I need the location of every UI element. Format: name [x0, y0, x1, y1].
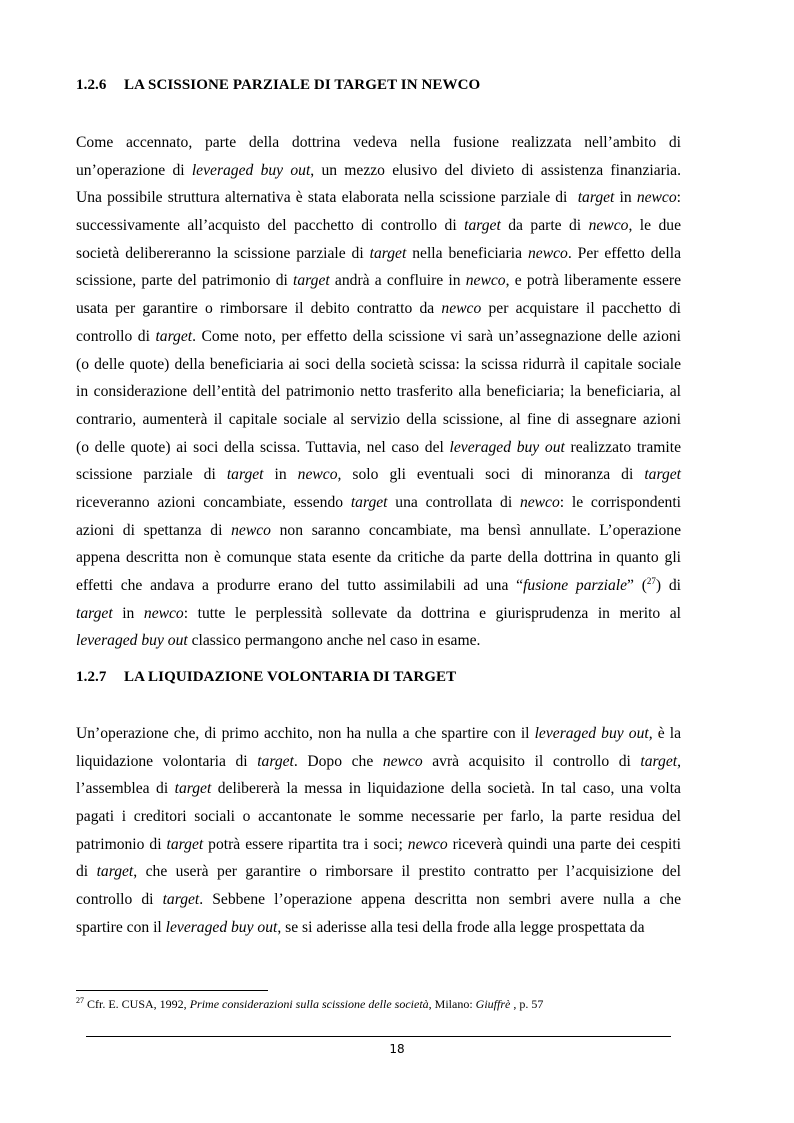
- italic-text: target: [162, 891, 200, 909]
- text-line: [76, 378, 681, 406]
- text-run: per acquistare il pacchetto di: [481, 300, 681, 318]
- text-line: [76, 406, 681, 434]
- italic-text: target: [76, 604, 113, 622]
- text-run: : tutte le perplessità sollevate da dottrina e giurisprudenza in merito al: [183, 604, 681, 622]
- text-run: . Come noto, per effetto della scissione vi sarà un’assegnazione delle azioni: [192, 327, 681, 345]
- text-line: [76, 517, 681, 545]
- text-line: [76, 858, 681, 886]
- italic-text: Giuffrè: [475, 997, 511, 1011]
- text-line: [76, 748, 681, 776]
- text-run: appena descritta non è comunque stata esente da critiche da parte della dottrina in quanto gli: [76, 549, 681, 567]
- text-run: in considerazione dell’entità del patrimonio netto trasferito alla beneficiaria; la beneficiaria, al: [76, 383, 681, 401]
- text-run: classico permangono anche nel caso in esame.: [187, 632, 481, 650]
- text-run: , che userà per garantire o rimborsare il prestito contratto per l’acquisizione del: [133, 863, 681, 881]
- text-run: avrà acquisito il controllo di: [422, 752, 641, 770]
- text-run: Un’operazione che, di primo acchito, non ha nulla a che spartire con il: [76, 725, 535, 742]
- text-run: solo gli eventuali soci di minoranza di: [341, 466, 645, 484]
- text-run: in: [263, 466, 298, 484]
- text-run: riceveranno azioni concambiate, essendo: [76, 493, 351, 511]
- text-run: scissione, parte del patrimonio di: [76, 272, 294, 290]
- text-line: [76, 803, 681, 831]
- text-run: azioni di spettanza di: [76, 521, 232, 539]
- text-line: [76, 129, 681, 157]
- italic-text: target: [369, 244, 407, 262]
- text-run: una controllata di: [387, 493, 520, 511]
- text-line: [76, 157, 681, 185]
- text-run: . Sebbene l’operazione appena descritta non sembri avere nulla a che: [199, 891, 681, 909]
- italic-text: newco: [527, 244, 568, 262]
- italic-text: newco: [143, 604, 184, 622]
- text-line: [76, 831, 681, 859]
- text-run: , se si aderisse alla tesi della frode alla legge prospettata da: [277, 918, 645, 936]
- italic-text: target: [577, 189, 615, 207]
- text-run: Una possibile struttura alternativa è stata elaborata nella scissione parziale di: [76, 189, 578, 207]
- footnote: [76, 997, 543, 1012]
- italic-text: target: [226, 466, 264, 484]
- text-run: società delibereranno la scissione parziale di: [76, 244, 370, 262]
- text-run: effetti che andava a produrre erano del tutto assimilabili ad una “: [76, 577, 524, 594]
- text-run: : le corrispondenti: [559, 493, 681, 511]
- italic-text: leveraged buy out: [165, 918, 278, 936]
- italic-text: leveraged buy out: [449, 438, 565, 456]
- italic-text: newco: [407, 835, 448, 853]
- text-line: [76, 240, 681, 268]
- italic-text: target: [155, 327, 193, 345]
- text-line: [76, 461, 681, 489]
- text-run: controllo di: [76, 891, 163, 909]
- text-run: riceverà quindi una parte dei cespiti: [447, 835, 681, 853]
- text-run: usata per garantire o rimborsare il debito contratto da: [76, 300, 442, 318]
- text-run: non saranno concambiate, ma bensì annullate. L’operazione: [270, 521, 681, 539]
- italic-text: target: [174, 780, 212, 798]
- text-run: controllo di: [76, 327, 156, 345]
- footnote-separator: [76, 990, 268, 991]
- italic-text: newco: [441, 300, 482, 318]
- text-run: :: [676, 189, 681, 207]
- text-run: nella beneficiaria: [406, 244, 528, 262]
- text-run: patrimonio di: [76, 835, 167, 853]
- text-run: realizzato tramite: [564, 438, 681, 456]
- text-run: scissione parziale di: [76, 466, 227, 484]
- text-line: [76, 434, 681, 462]
- italic-text: newco: [519, 493, 560, 511]
- text-run: ” (: [627, 577, 647, 594]
- paragraph-liquidazione: [76, 720, 681, 942]
- text-run: Cfr. E. CUSA, 1992,: [84, 997, 190, 1011]
- italic-text: fusione parziale: [523, 577, 628, 594]
- paragraph-scissione: [76, 129, 681, 655]
- text-line: [76, 914, 681, 942]
- text-line: [76, 295, 681, 323]
- footer-rule: [86, 1036, 671, 1037]
- text-line: [76, 600, 681, 628]
- text-run: andrà a confluire in: [329, 272, 466, 290]
- text-run: in: [112, 604, 144, 622]
- footnote-ref: 27: [76, 996, 84, 1005]
- text-run: l’assemblea di: [76, 780, 175, 798]
- italic-text: newco,: [297, 466, 342, 484]
- section-heading-1-2-7: [76, 669, 456, 686]
- text-run: . Per effetto della: [567, 244, 682, 262]
- text-line: [76, 267, 681, 295]
- text-run: in: [614, 189, 637, 207]
- text-line: [76, 775, 681, 803]
- italic-text: target: [464, 217, 501, 235]
- italic-text: target: [96, 863, 134, 881]
- italic-text: target: [644, 466, 681, 484]
- text-run: delibererà la messa in liquidazione della società. In tal caso, una volta: [211, 780, 681, 798]
- text-line: [76, 323, 681, 351]
- italic-text: leveraged buy out: [76, 632, 188, 650]
- text-run: da parte di: [500, 217, 589, 235]
- text-run: spartire con il: [76, 918, 166, 936]
- text-run: un’operazione di: [76, 161, 192, 179]
- text-line: [76, 627, 681, 655]
- italic-text: newco: [465, 272, 506, 290]
- text-run: , un mezzo elusivo del divieto di assistenza finanziaria.: [310, 161, 681, 179]
- italic-text: target: [166, 835, 204, 853]
- footnote-ref: 27: [646, 575, 656, 586]
- text-line: [76, 489, 681, 517]
- page-number: 18: [389, 1042, 405, 1056]
- text-line: [76, 351, 681, 379]
- italic-text: newco: [231, 521, 271, 539]
- text-run: ) di: [655, 577, 682, 594]
- text-line: [76, 720, 681, 748]
- italic-text: target: [640, 752, 678, 770]
- text-run: (o delle quote) della beneficiaria ai soci della società scissa: la scissa ridurrà il capitale sociale: [76, 355, 681, 373]
- text-run: potrà essere ripartita tra i soci;: [203, 835, 408, 853]
- italic-text: leveraged buy out: [191, 161, 311, 179]
- text-run: di: [76, 863, 97, 881]
- section-title: LA LIQUIDAZIONE VOLONTARIA DI TARGET: [124, 669, 457, 685]
- text-run: contrario, aumenterà il capitale sociale al servizio della scissione, al fine di assegnare azioni: [76, 410, 681, 428]
- text-run: è la: [652, 725, 682, 742]
- section-heading-1-2-6: [76, 77, 480, 94]
- text-line: [76, 184, 681, 212]
- text-run: , Milano:: [428, 997, 476, 1011]
- italic-text: newco: [636, 189, 677, 207]
- section-title: LA SCISSIONE PARZIALE DI TARGET IN NEWCO: [124, 77, 481, 93]
- section-number: 1.2.6: [76, 77, 107, 93]
- text-line: [76, 886, 681, 914]
- text-line: [76, 572, 681, 600]
- italic-text: newco: [588, 217, 629, 235]
- text-line: [76, 212, 681, 240]
- text-run: pagati i creditori sociali o accantonate le somme necessarie per farlo, la parte residua del: [76, 808, 681, 826]
- text-run: (o delle quote) ai soci della scissa. Tuttavia, nel caso del: [76, 438, 450, 456]
- section-number: 1.2.7: [76, 669, 107, 685]
- text-run: , le due: [628, 217, 681, 235]
- italic-text: leveraged buy out,: [534, 725, 653, 742]
- italic-text: newco: [382, 752, 423, 770]
- text-run: Come accennato, parte della dottrina vedeva nella fusione realizzata nell’ambito di: [76, 134, 681, 151]
- italic-text: target: [293, 272, 330, 290]
- italic-text: Prime considerazioni sulla scissione delle società: [189, 997, 429, 1011]
- text-run: . Dopo che: [293, 752, 383, 770]
- italic-text: target: [257, 752, 294, 770]
- text-run: ,: [677, 752, 681, 770]
- text-run: , p. 57: [510, 997, 544, 1011]
- italic-text: target: [350, 493, 388, 511]
- text-run: liquidazione volontaria di: [76, 752, 258, 770]
- text-run: , e potrà liberamente essere: [505, 272, 681, 290]
- text-run: successivamente all’acquisto del pacchetto di controllo di: [76, 217, 465, 235]
- text-line: [76, 544, 681, 572]
